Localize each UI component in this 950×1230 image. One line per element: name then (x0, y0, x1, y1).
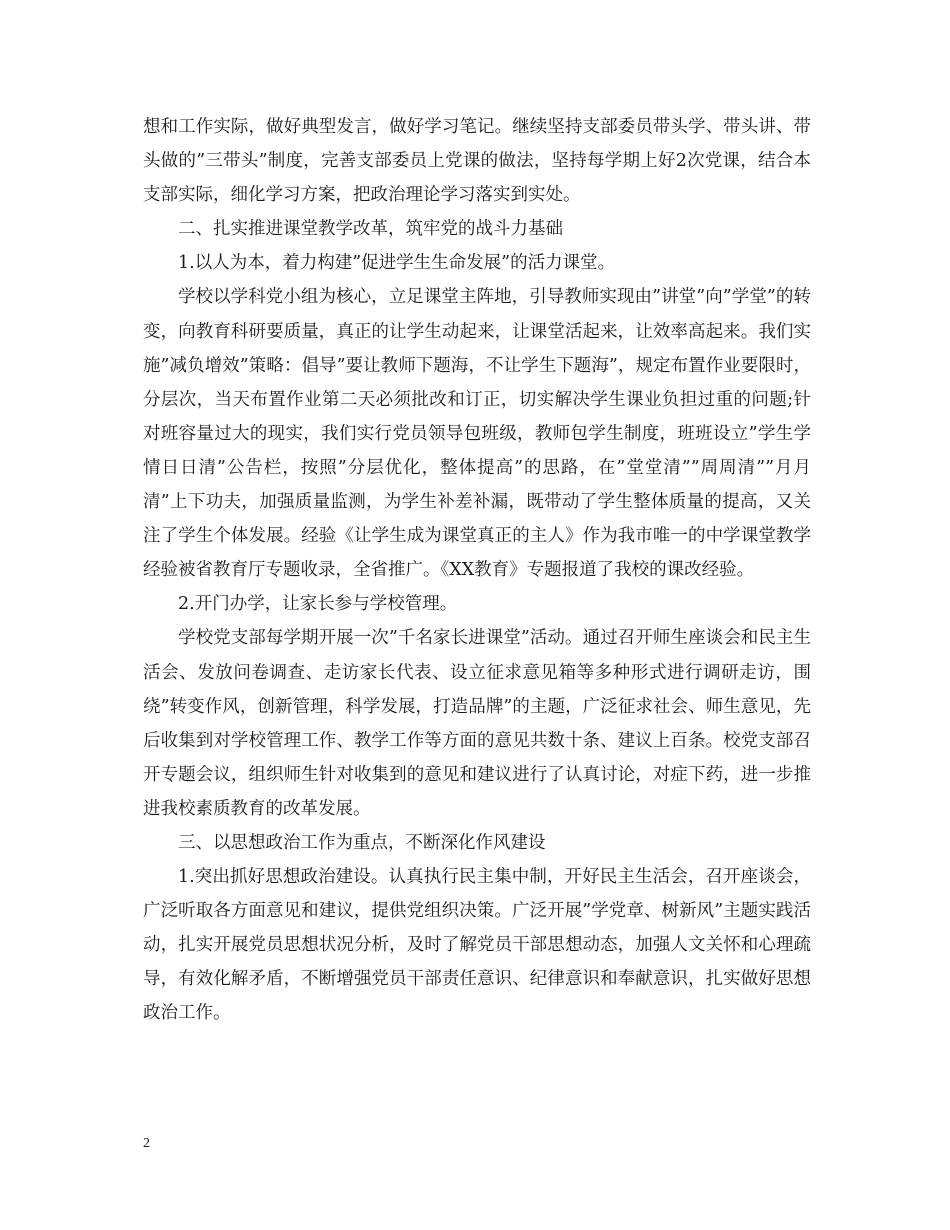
subheading-2-2: 2.开门办学，让家长参与学校管理。 (178, 594, 458, 615)
paragraph-parent-participation: 学校党支部每学期开展一次”千名家长进课堂”活动。通过召开师生座谈会和民主生活会、发放问卷调查、走访家长代表、设立征求意见箱等多种形式进行调研走访，围绕”转变作风，创新管理，科学发展，打造品牌”的主题，广泛征求社会、师生意见，先后收集到对学校管理工作、教学工作等方面的意见共数十条、建议上百条。校党支部召开专题会议，组织师生针对收集到的意见和建议进行了认真讨论，对症下药，进一步推进我校素质教育的改革发展。 (143, 628, 811, 819)
paragraph-classroom-reform: 学校以学科党小组为核心，立足课堂主阵地，引导教师实现由”讲堂”向”学堂”的转变，向教育科研要质量，真正的让学生动起来，让课堂活起来，让效率高起来。我们实施”减负增效”策略：倡导”要让教师下题海，不让学生下题海”，规定布置作业要限时，分层次，当天布置作业第二天必须批改和订正，切实解决学生课业负担过重的问题;针对班容量过大的现实，我们实行党员领导包班级，教师包学生制度，班班设立”学生学情日日清”公告栏，按照”分层优化，整体提高”的思路，在”堂堂清””周周清””月月清”上下功夫，加强质量监测，为学生补差补漏，既带动了学生整体质量的提高，又关注了学生个体发展。经验《让学生成为课堂真正的主人》作为我市唯一的中学课堂教学经验被省教育厅专题收录，全省推广。《XX教育》专题报道了我校的课改经验。 (143, 287, 811, 581)
paragraph-ideological-work: 1.突出抓好思想政治建设。认真执行民主集中制，开好民主生活会，召开座谈会，广泛听取各方面意见和建议，提供党组织决策。广泛开展”学党章、树新风”主题实践活动，扎实开展党员思想状况分析，及时了解党员干部思想动态，加强人文关怀和心理疏导，有效化解矛盾，不断增强党员干部责任意识、纪律意识和奉献意识，扎实做好思想政治工作。 (143, 867, 811, 1024)
subheading-2-1: 1.以人为本，着力构建”促进学生生命发展”的活力课堂。 (178, 253, 616, 274)
section-heading-3: 三、以思想政治工作为重点，不断深化作风建设 (178, 832, 546, 853)
paragraph-continuation: 想和工作实际，做好典型发言，做好学习笔记。继续坚持支部委员带头学、带头讲、带头做的”三带头”制度，完善支部委员上党课的做法，坚持每学期上好2次党课，结合本支部实际，细化学习方案，把政治理论学习落实到实处。 (143, 117, 811, 206)
document-body (143, 110, 811, 1031)
page-number: 2 (143, 1136, 150, 1151)
section-heading-2: 二、扎实推进课堂教学改革，筑牢党的战斗力基础 (178, 219, 563, 240)
